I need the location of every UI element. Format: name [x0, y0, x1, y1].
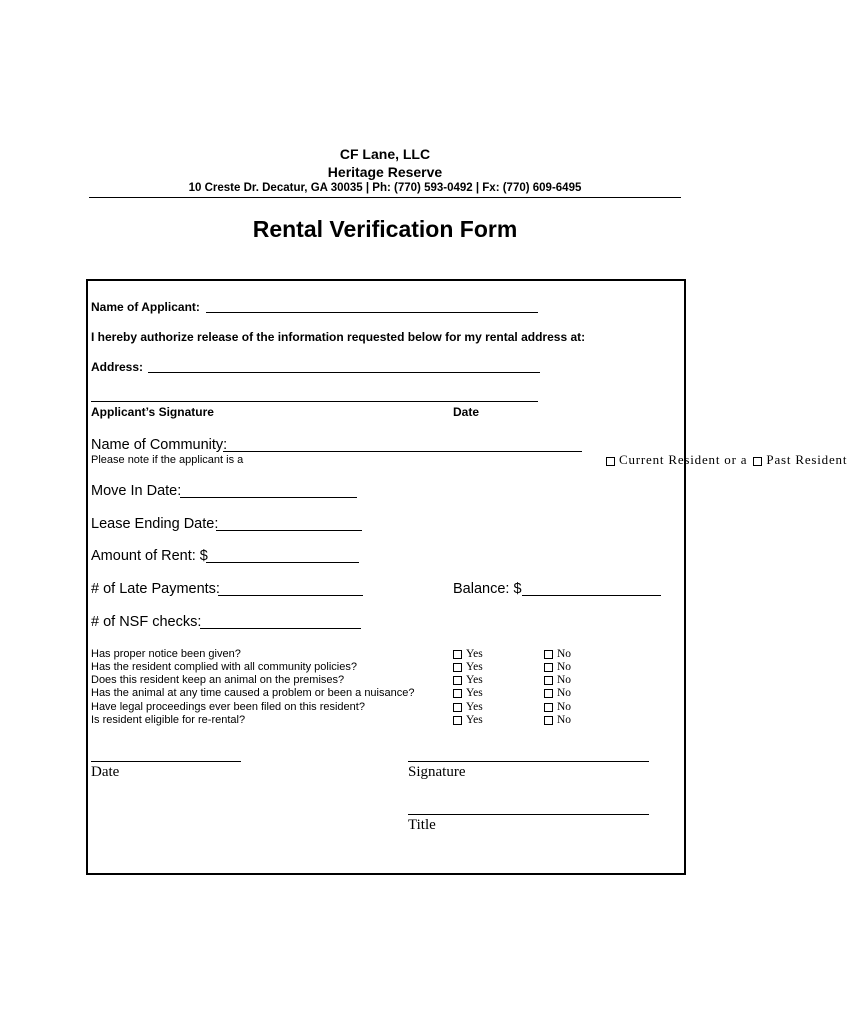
yes-checkbox[interactable] — [453, 716, 462, 725]
no-option[interactable] — [544, 687, 571, 699]
no-option[interactable] — [544, 674, 571, 686]
late-payments-label: # of Late Payments: — [91, 581, 220, 597]
no-option[interactable] — [544, 661, 571, 673]
no-checkbox[interactable] — [544, 650, 553, 659]
question-text: Has proper notice been given? — [91, 648, 241, 660]
yes-checkbox[interactable] — [453, 703, 462, 712]
yes-option[interactable] — [453, 701, 483, 713]
late-payments-field[interactable] — [218, 595, 363, 596]
property-name: Heritage Reserve — [327, 164, 443, 180]
yes-label: Yes — [466, 701, 483, 713]
amount-of-rent-label: Amount of Rent: $ — [91, 548, 208, 564]
yes-option[interactable] — [453, 687, 483, 699]
yes-checkbox[interactable] — [453, 650, 462, 659]
contact-info: 10 Creste Dr. Decatur, GA 30035 | Ph: (770) 593-0492 | Fx: (770) 609-6495 — [188, 182, 582, 194]
please-note-label: Please note if the applicant is a — [91, 454, 244, 466]
question-text: Is resident eligible for re-rental? — [91, 714, 246, 726]
yes-label: Yes — [466, 648, 483, 660]
footer-signature-field[interactable] — [408, 761, 649, 762]
no-label: No — [557, 687, 572, 699]
yes-option[interactable] — [453, 661, 483, 673]
no-label: No — [557, 661, 572, 673]
question-text: Has the animal at any time caused a problem or been a nuisance? — [91, 687, 415, 699]
balance-label: Balance: $ — [453, 581, 522, 597]
current-resident-checkbox[interactable] — [606, 457, 615, 466]
footer-signature-label: Signature — [408, 764, 466, 780]
question-text: Have legal proceedings ever been filed on this resident? — [91, 701, 365, 713]
yes-option[interactable] — [453, 674, 483, 686]
move-in-date-label: Move In Date: — [91, 483, 182, 499]
name-of-applicant-field[interactable] — [206, 312, 538, 313]
nsf-checks-label: # of NSF checks: — [91, 614, 202, 630]
applicant-signature-field[interactable] — [91, 401, 538, 402]
form-title: Rental Verification Form — [252, 216, 518, 242]
yes-option[interactable] — [453, 648, 483, 660]
resident-status-options — [606, 452, 847, 468]
header-divider — [89, 197, 681, 198]
no-label: No — [557, 714, 572, 726]
no-option[interactable] — [544, 648, 571, 660]
address-field[interactable] — [148, 372, 540, 373]
name-of-applicant-label: Name of Applicant: — [91, 300, 200, 314]
past-resident-label: Past Resident — [766, 452, 847, 467]
no-checkbox[interactable] — [544, 689, 553, 698]
footer-title-label: Title — [408, 817, 436, 833]
yes-label: Yes — [466, 661, 483, 673]
past-resident-checkbox[interactable] — [753, 457, 762, 466]
name-of-community-label: Name of Community: — [91, 437, 228, 453]
footer-date-label: Date — [91, 764, 120, 780]
current-resident-label: Current Resident or a — [619, 452, 748, 467]
question-text: Does this resident keep an animal on the premises? — [91, 674, 345, 686]
yes-label: Yes — [466, 714, 483, 726]
yes-checkbox[interactable] — [453, 663, 462, 672]
no-checkbox[interactable] — [544, 716, 553, 725]
authorize-text: I hereby authorize release of the information requested below for my rental address at: — [91, 330, 586, 344]
applicant-signature-label: Applicant’s Signature — [91, 405, 214, 419]
form-box — [86, 279, 686, 875]
footer-date-field[interactable] — [91, 761, 241, 762]
address-label: Address: — [91, 360, 144, 374]
yes-checkbox[interactable] — [453, 676, 462, 685]
amount-of-rent-field[interactable] — [206, 562, 359, 563]
balance-field[interactable] — [522, 595, 661, 596]
no-label: No — [557, 674, 572, 686]
no-option[interactable] — [544, 701, 571, 713]
no-label: No — [557, 648, 572, 660]
no-option[interactable] — [544, 714, 571, 726]
yes-label: Yes — [466, 687, 483, 699]
yes-option[interactable] — [453, 714, 483, 726]
name-of-community-field[interactable] — [223, 451, 582, 452]
question-text: Has the resident complied with all community policies? — [91, 661, 357, 673]
yes-checkbox[interactable] — [453, 689, 462, 698]
nsf-checks-field[interactable] — [200, 628, 361, 629]
no-checkbox[interactable] — [544, 676, 553, 685]
lease-ending-date-field[interactable] — [216, 530, 362, 531]
applicant-date-label: Date — [453, 405, 480, 419]
lease-ending-date-label: Lease Ending Date: — [91, 516, 219, 532]
yes-label: Yes — [466, 674, 483, 686]
no-label: No — [557, 701, 572, 713]
footer-title-field[interactable] — [408, 814, 649, 815]
no-checkbox[interactable] — [544, 663, 553, 672]
company-name: CF Lane, LLC — [339, 146, 431, 162]
move-in-date-field[interactable] — [180, 497, 357, 498]
no-checkbox[interactable] — [544, 703, 553, 712]
